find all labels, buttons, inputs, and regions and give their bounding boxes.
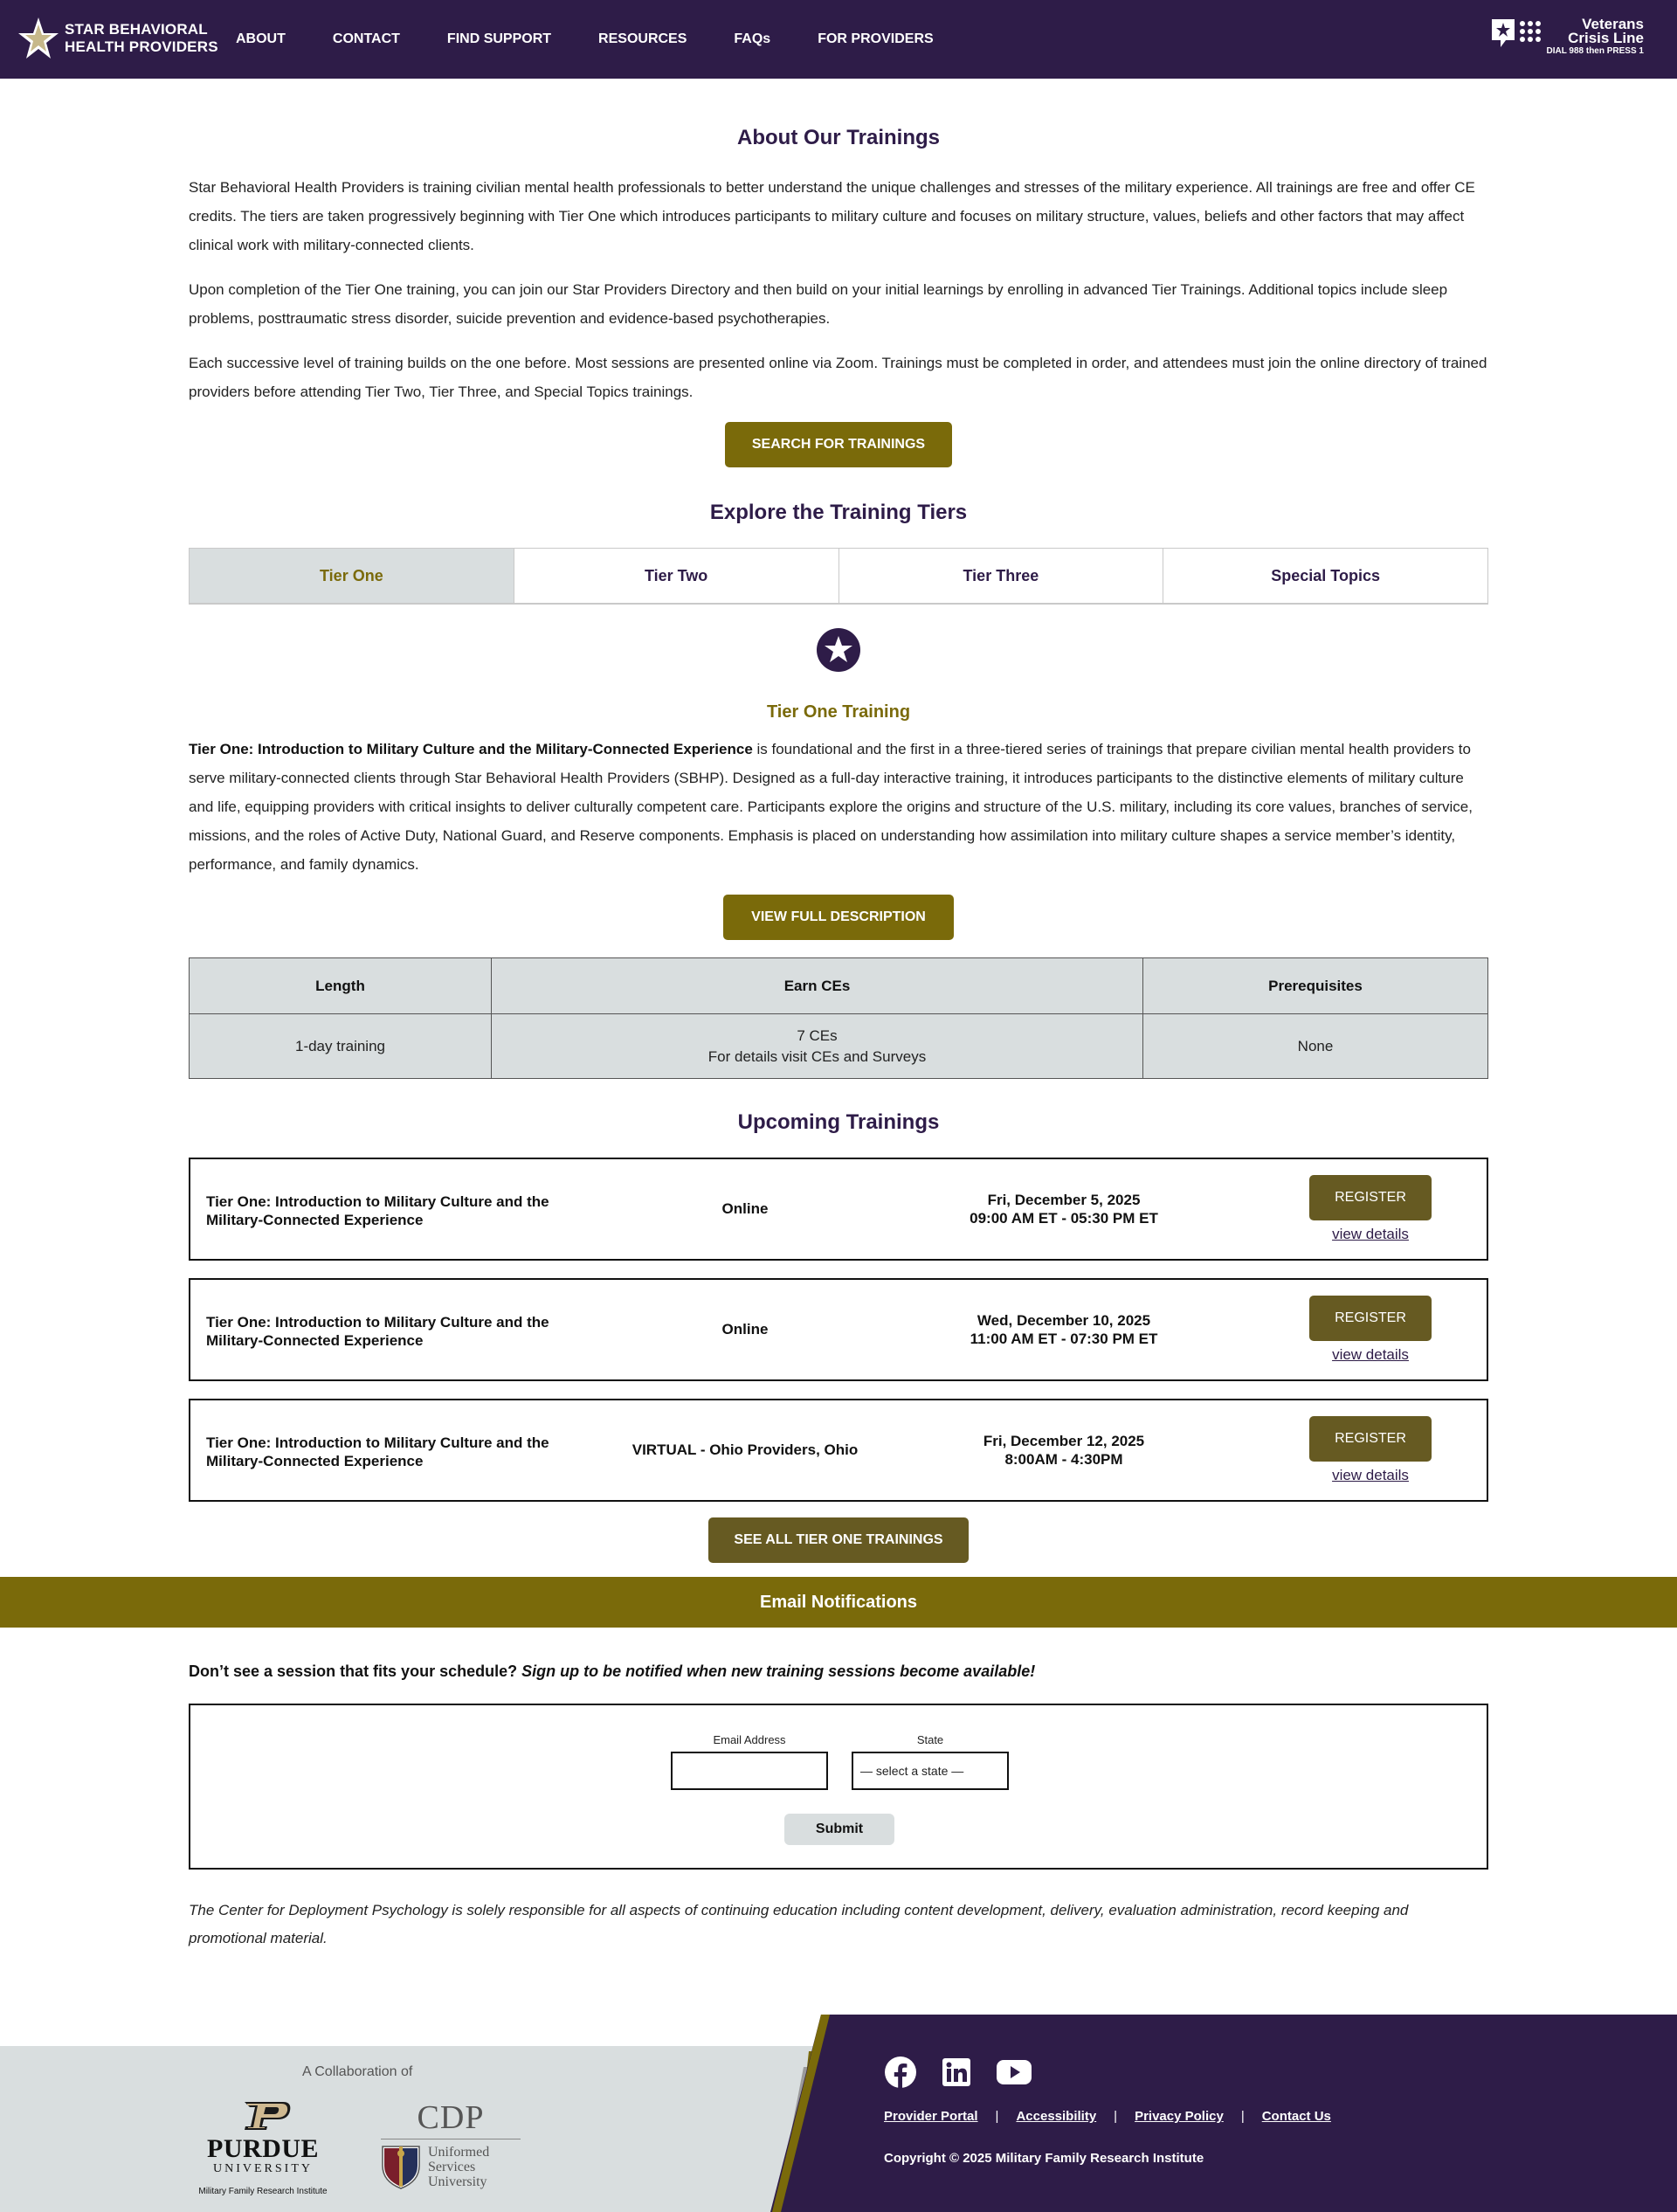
notify-prompt <box>189 1662 1488 1681</box>
star-logo-icon <box>17 16 59 61</box>
tab-special-topics[interactable]: Special Topics <box>1163 549 1487 603</box>
purdue-university: UNIVERSITY <box>213 2162 313 2175</box>
site-header <box>0 0 1677 79</box>
tier-description-body: is foundational and the first in a three-tiered series of trainings that prepare civilian mental health providers to serve military-connected clients through Star Behavioral Health Providers (SBHP). Designed as a full-day interactive training, it introduces participants to the distinctive elements of military culture and life, equipping providers with critical insights to deliver culturally competent care. Participants explore the origins and structure of the U.S. military, including its core values, branches of service, missions, and the roles of Active Duty, National Guard, and Reserve components. Emphasis is placed on understanding how assimilation into military culture shapes a service member’s identity, performance, and family dynamics. <box>189 741 1473 873</box>
usu-line-1: Uniformed <box>428 2144 490 2160</box>
session-card <box>189 1278 1488 1381</box>
youtube-icon[interactable] <box>996 2059 1032 2085</box>
tab-tier-two[interactable]: Tier Two <box>514 549 839 603</box>
crisis-line-1: Veterans <box>1582 16 1644 32</box>
about-paragraph-1: Star Behavioral Health Providers is training civilian mental health professionals to better understand the unique challenges and stresses of the military experience. All trainings are free and offer CE credits. The tiers are taken progressively beginning with Tier One which introduces participants to military culture and focuses on military structure, values, beliefs and other factors that may affect clinical work with military-connected clients. <box>189 179 1475 253</box>
about-title: About Our Trainings <box>737 126 940 149</box>
session-time: 09:00 AM ET - 05:30 PM ET <box>970 1210 1158 1227</box>
logo-line-1: STAR BEHAVIORAL <box>65 21 208 38</box>
tier-tabs <box>189 548 1488 605</box>
veterans-crisis-line[interactable] <box>1490 17 1644 58</box>
nav-find-support[interactable]: FIND SUPPORT <box>446 31 552 46</box>
tier-description <box>189 735 1488 879</box>
session-location: Online <box>721 1321 769 1338</box>
table-cell-ces <box>492 1014 1143 1079</box>
footer-link-accessibility[interactable]: Accessibility <box>1016 2109 1097 2124</box>
view-details-link[interactable]: view details <box>1332 1467 1409 1483</box>
register-button[interactable]: REGISTER <box>1309 1416 1432 1462</box>
logo-line-2: HEALTH PROVIDERS <box>65 38 218 55</box>
view-full-description-button[interactable]: VIEW FULL DESCRIPTION <box>723 895 954 940</box>
crisis-line-2: Crisis Line <box>1568 30 1644 46</box>
explore-title: Explore the Training Tiers <box>709 501 968 524</box>
crisis-dots-icon <box>1520 21 1541 42</box>
collaboration-label: A Collaboration of <box>302 2064 413 2079</box>
upcoming-title: Upcoming Trainings <box>737 1110 940 1134</box>
notify-form <box>189 1704 1488 1870</box>
session-location: VIRTUAL - Ohio Providers, Ohio <box>631 1441 859 1458</box>
footer-link-divider: | <box>995 2109 999 2124</box>
tier-heading: Tier One Training <box>766 702 911 722</box>
session-card <box>189 1158 1488 1261</box>
about-paragraph-2: Upon completion of the Tier One training, you can join our Star Providers Directory and then build on your initial learnings by enrolling in advanced Tier Trainings. Additional topics include sleep problems, posttraumatic stress disorder, suicide prevention and evidence-based psychotherapies. <box>189 281 1448 327</box>
purdue-logo[interactable] <box>197 2100 328 2196</box>
ce-disclaimer: The Center for Deployment Psychology is solely responsible for all aspects of continuing education including content development, delivery, evaluation administration, record keeping and promotional material. <box>189 1902 1409 1946</box>
table-header-prereq: Prerequisites <box>1143 958 1488 1014</box>
nav-for-providers[interactable]: FOR PROVIDERS <box>818 31 934 46</box>
session-location: Online <box>721 1200 769 1217</box>
tier-info-table <box>189 957 1488 1079</box>
footer-links <box>884 2109 1331 2124</box>
session-time: 11:00 AM ET - 07:30 PM ET <box>970 1331 1158 1347</box>
table-cell-length: 1-day training <box>190 1014 492 1079</box>
nav-contact[interactable]: CONTACT <box>332 31 400 46</box>
submit-button[interactable]: Submit <box>784 1814 894 1845</box>
email-input[interactable] <box>671 1752 828 1790</box>
about-paragraph-3: Each successive level of training builds on the one before. Most sessions are presented online via Zoom. Trainings must be completed in order, and attendees must join the online directory of trained providers before attending Tier Two, Tier Three, and Special Topics trainings. <box>189 355 1487 400</box>
footer-link-provider-portal[interactable]: Provider Portal <box>884 2109 978 2124</box>
register-button[interactable]: REGISTER <box>1309 1296 1432 1341</box>
footer-link-divider: | <box>1240 2109 1245 2124</box>
view-details-link[interactable]: view details <box>1332 1226 1409 1242</box>
session-card <box>189 1399 1488 1502</box>
session-time: 8:00AM - 4:30PM <box>1004 1451 1123 1468</box>
state-field <box>852 1733 1009 1790</box>
register-button[interactable]: REGISTER <box>1309 1175 1432 1220</box>
copyright: Copyright © 2025 Military Family Research Institute <box>884 2151 1204 2166</box>
purdue-p-icon <box>232 2100 293 2132</box>
ces-details: For details visit CEs and Surveys <box>707 1047 927 1065</box>
notify-prompt-italic: Sign up to be notified when new training sessions become available! <box>521 1662 1036 1680</box>
purdue-name: PURDUE <box>207 2134 319 2163</box>
usu-line-3: University <box>428 2174 487 2189</box>
main-nav <box>236 0 981 79</box>
session-title: Tier One: Introduction to Military Culture and the Military-Connected Experience <box>206 1434 549 1469</box>
nav-faqs[interactable]: FAQs <box>734 31 771 46</box>
view-details-link[interactable]: view details <box>1332 1346 1409 1363</box>
ces-count: 7 CEs <box>797 1027 838 1044</box>
table-header-length: Length <box>190 958 492 1014</box>
linkedin-icon[interactable] <box>942 2057 971 2087</box>
nav-resources[interactable]: RESOURCES <box>598 31 687 46</box>
state-select[interactable]: — select a state — <box>852 1752 1009 1790</box>
tier-description-title: Tier One: Introduction to Military Culture and the Military-Connected Experience <box>189 741 753 757</box>
session-date: Fri, December 12, 2025 <box>983 1433 1145 1449</box>
purdue-mfri: Military Family Research Institute <box>198 2187 328 2196</box>
see-all-trainings-button[interactable]: SEE ALL TIER ONE TRAININGS <box>708 1517 969 1563</box>
facebook-icon[interactable] <box>884 2056 917 2089</box>
cdp-name: CDP <box>417 2099 485 2136</box>
session-date: Wed, December 10, 2025 <box>977 1312 1151 1329</box>
session-title: Tier One: Introduction to Military Culture and the Military-Connected Experience <box>206 1314 549 1349</box>
main-content <box>189 79 1488 1563</box>
tab-tier-three[interactable]: Tier Three <box>839 549 1164 603</box>
usu-line-2: Services <box>428 2159 476 2174</box>
tab-tier-one[interactable]: Tier One <box>190 549 514 603</box>
table-cell-prereq: None <box>1143 1014 1488 1079</box>
footer-link-privacy-policy[interactable]: Privacy Policy <box>1135 2109 1224 2124</box>
state-label: State <box>916 1733 944 1746</box>
email-label: Email Address <box>713 1733 786 1746</box>
site-logo[interactable] <box>17 16 218 61</box>
email-field <box>671 1733 828 1790</box>
footer-link-divider: | <box>1114 2109 1118 2124</box>
notify-prompt-bold: Don’t see a session that fits your schedule? <box>189 1662 518 1680</box>
email-notifications-band: Email Notifications <box>0 1577 1677 1628</box>
usu-shield-icon <box>381 2143 421 2190</box>
crisis-badge-icon <box>1490 17 1516 49</box>
session-date: Fri, December 5, 2025 <box>987 1192 1141 1208</box>
footer-link-contact-us[interactable]: Contact Us <box>1261 2109 1331 2124</box>
session-list <box>189 1158 1488 1502</box>
tier-star-icon <box>816 627 861 673</box>
table-header-ces: Earn CEs <box>492 958 1143 1014</box>
session-title: Tier One: Introduction to Military Culture and the Military-Connected Experience <box>206 1193 549 1228</box>
nav-about[interactable]: ABOUT <box>236 31 286 46</box>
crisis-sub: DIAL 988 then PRESS 1 <box>1546 46 1644 56</box>
social-links <box>884 2056 1057 2089</box>
cdp-usu-logo[interactable] <box>381 2100 521 2190</box>
search-trainings-button[interactable]: SEARCH FOR TRAININGS <box>725 422 952 467</box>
